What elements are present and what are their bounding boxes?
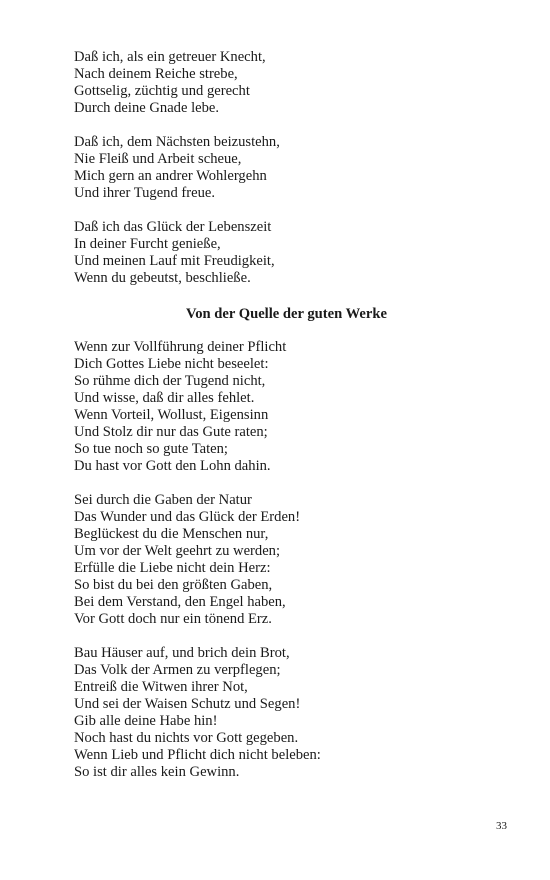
verse-line: Gottselig, züchtig und gerecht <box>74 83 250 99</box>
verse-line: Daß ich das Glück der Lebenszeit <box>74 219 272 235</box>
verse-line: Noch hast du nichts vor Gott gegeben. <box>74 730 299 746</box>
verse-line: So ist dir alles kein Gewinn. <box>74 764 240 780</box>
verse-line: Wenn Vorteil, Wollust, Eigensinn <box>74 407 269 423</box>
verse-line: Nach deinem Reiche strebe, <box>74 66 238 82</box>
verse-line: Vor Gott doch nur ein tönend Erz. <box>74 611 272 627</box>
verse-line: Entreiß die Witwen ihrer Not, <box>74 679 248 695</box>
stanza <box>74 219 494 287</box>
verse-line: So rühme dich der Tugend nicht, <box>74 373 266 389</box>
verse-line: Um vor der Welt geehrt zu werden; <box>74 543 281 559</box>
verse-line: Wenn du gebeutst, beschließe. <box>74 270 251 286</box>
verse-line: Wenn Lieb und Pflicht dich nicht beleben: <box>74 747 321 763</box>
stanza <box>74 492 494 628</box>
verse-line: Und ihrer Tugend freue. <box>74 185 216 201</box>
verse-line: Und wisse, daß dir alles fehlet. <box>74 390 255 406</box>
verse-line: Das Wunder und das Glück der Erden! <box>74 509 301 525</box>
verse-line: Dich Gottes Liebe nicht beseelet: <box>74 356 269 372</box>
verse-line: Gib alle deine Habe hin! <box>74 713 218 729</box>
verse-line: Beglückest du die Menschen nur, <box>74 526 269 542</box>
stanza <box>74 339 494 475</box>
page-number: 33 <box>496 820 507 832</box>
verse-line: Du hast vor Gott den Lohn dahin. <box>74 458 271 474</box>
verse-line: Wenn zur Vollführung deiner Pflicht <box>74 339 287 355</box>
stanza <box>74 49 494 117</box>
verse-line: Mich gern an andrer Wohlergehn <box>74 168 267 184</box>
verse-line: Das Volk der Armen zu verpflegen; <box>74 662 281 678</box>
verse-line: Sei durch die Gaben der Natur <box>74 492 252 508</box>
verse-line: Daß ich, als ein getreuer Knecht, <box>74 49 266 65</box>
verse-line: So tue noch so gute Taten; <box>74 441 228 457</box>
text-block <box>74 49 494 798</box>
verse-line: In deiner Furcht genieße, <box>74 236 221 252</box>
verse-line: Und Stolz dir nur das Gute raten; <box>74 424 268 440</box>
stanza <box>74 134 494 202</box>
verse-line: So bist du bei den größten Gaben, <box>74 577 273 593</box>
verse-line: Daß ich, dem Nächsten beizustehn, <box>74 134 280 150</box>
verse-line: Bei dem Verstand, den Engel haben, <box>74 594 286 610</box>
verse-line: Und meinen Lauf mit Freudigkeit, <box>74 253 275 269</box>
stanza <box>74 645 494 781</box>
verse-line: Und sei der Waisen Schutz und Segen! <box>74 696 301 712</box>
verse-line: Nie Fleiß und Arbeit scheue, <box>74 151 242 167</box>
verse-line: Durch deine Gnade lebe. <box>74 100 220 116</box>
verse-line: Erfülle die Liebe nicht dein Herz: <box>74 560 271 576</box>
verse-line: Bau Häuser auf, und brich dein Brot, <box>74 645 290 661</box>
poem-title: Von der Quelle der guten Werke <box>186 306 387 322</box>
